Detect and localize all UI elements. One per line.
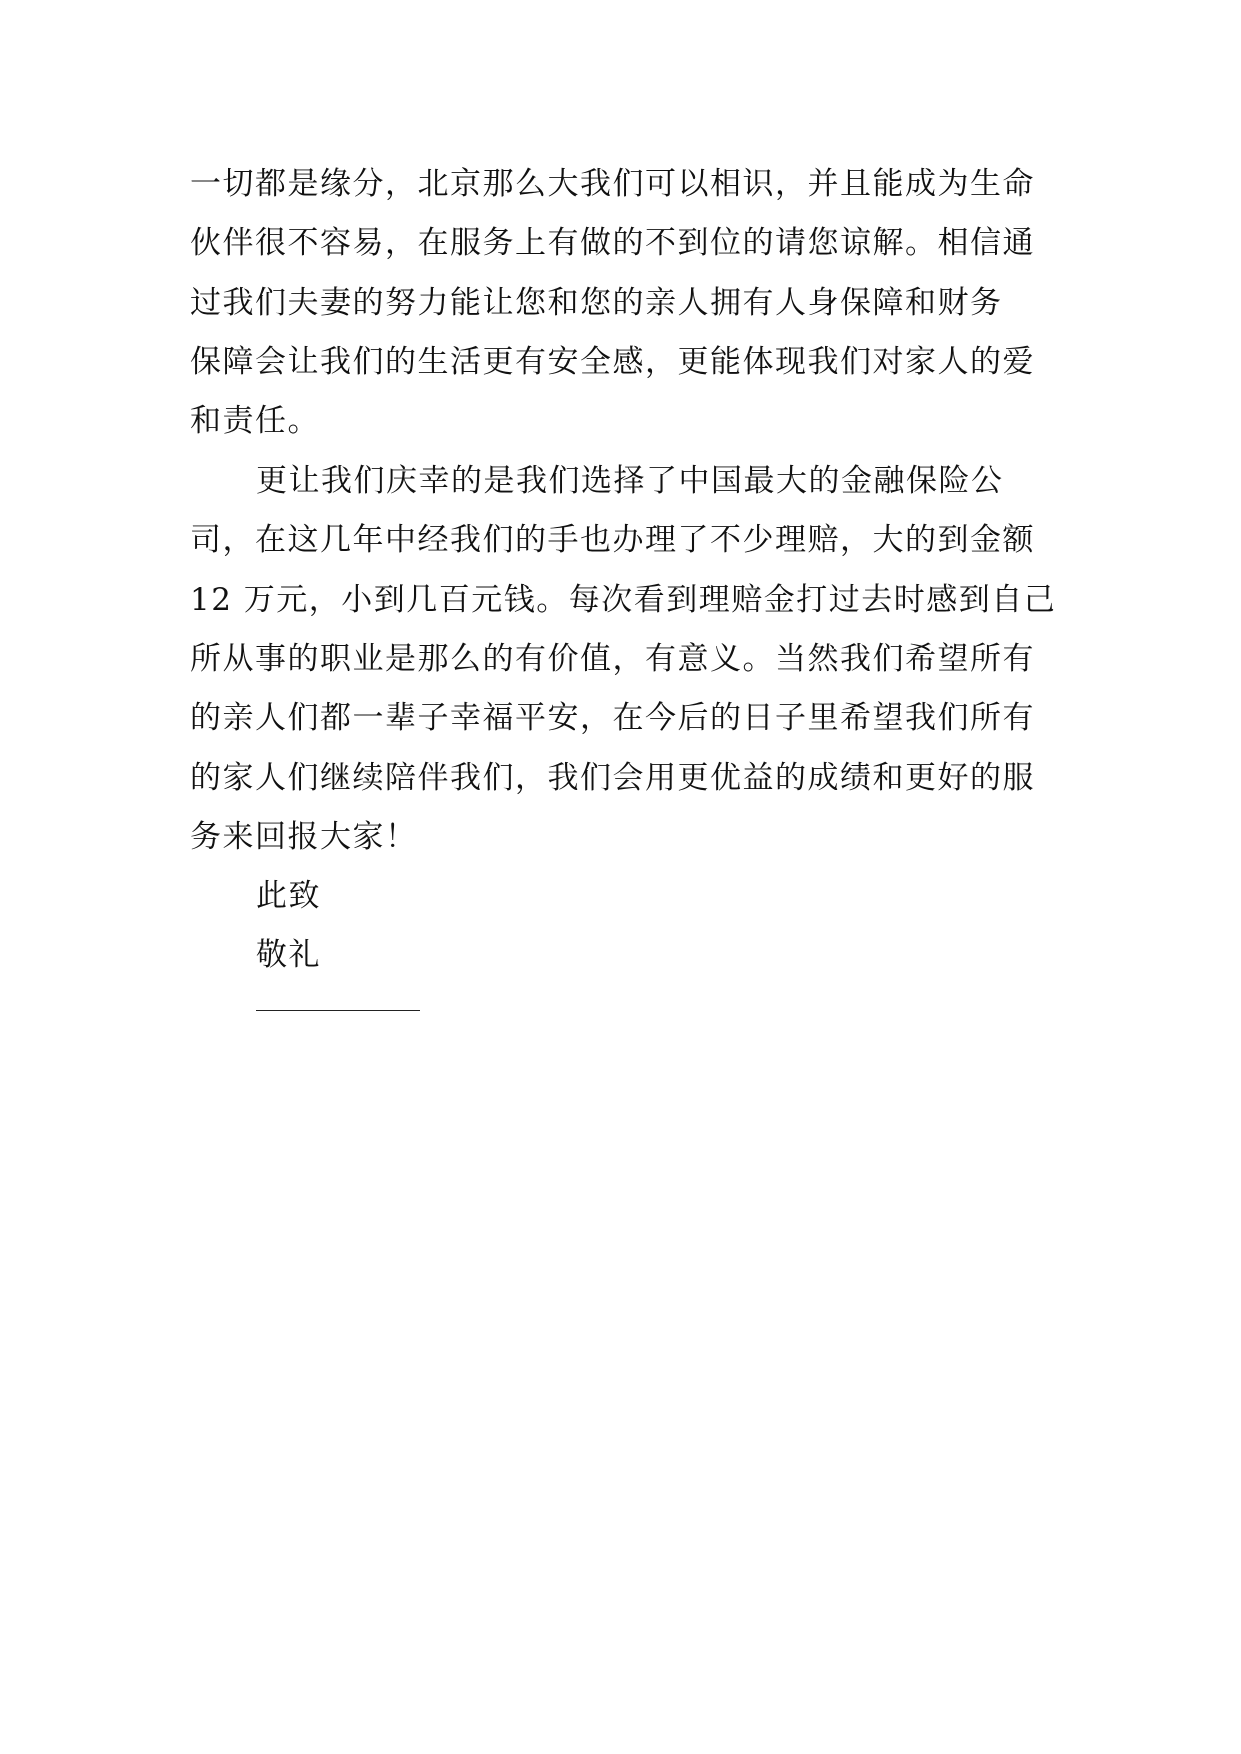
paragraph-2-line-3: 12 万元，小到几百元钱。每次看到理赔金打过去时感到自己	[190, 582, 1057, 618]
paragraph-1-line-2: 伙伴很不容易，在服务上有做的不到位的请您谅解。相信通	[190, 225, 1035, 261]
signature-line	[256, 1010, 420, 1011]
paragraph-1-line-3: 过我们夫妻的努力能让您和您的亲人拥有人身保障和财务	[190, 285, 1003, 321]
paragraph-2-line-5: 的亲人们都一辈子幸福平安，在今后的日子里希望我们所有	[190, 700, 1035, 736]
paragraph-2-line-4: 所从事的职业是那么的有价值，有意义。当然我们希望所有	[190, 641, 1035, 677]
closing-line-2: 敬礼	[256, 937, 321, 973]
paragraph-2-line-2: 司，在这几年中经我们的手也办理了不少理赔，大的到金额	[190, 522, 1035, 558]
paragraph-1-line-4: 保障会让我们的生活更有安全感，更能体现我们对家人的爱	[190, 344, 1035, 380]
paragraph-1-line-1: 一切都是缘分，北京那么大我们可以相识，并且能成为生命	[190, 166, 1035, 202]
paragraph-2-line-1: 更让我们庆幸的是我们选择了中国最大的金融保险公	[256, 463, 1004, 499]
closing-line-1: 此致	[256, 878, 321, 914]
paragraph-2-line-6: 的家人们继续陪伴我们，我们会用更优益的成绩和更好的服	[190, 760, 1035, 796]
paragraph-1-line-5: 和责任。	[190, 403, 320, 439]
paragraph-2-line-7: 务来回报大家！	[190, 819, 418, 855]
